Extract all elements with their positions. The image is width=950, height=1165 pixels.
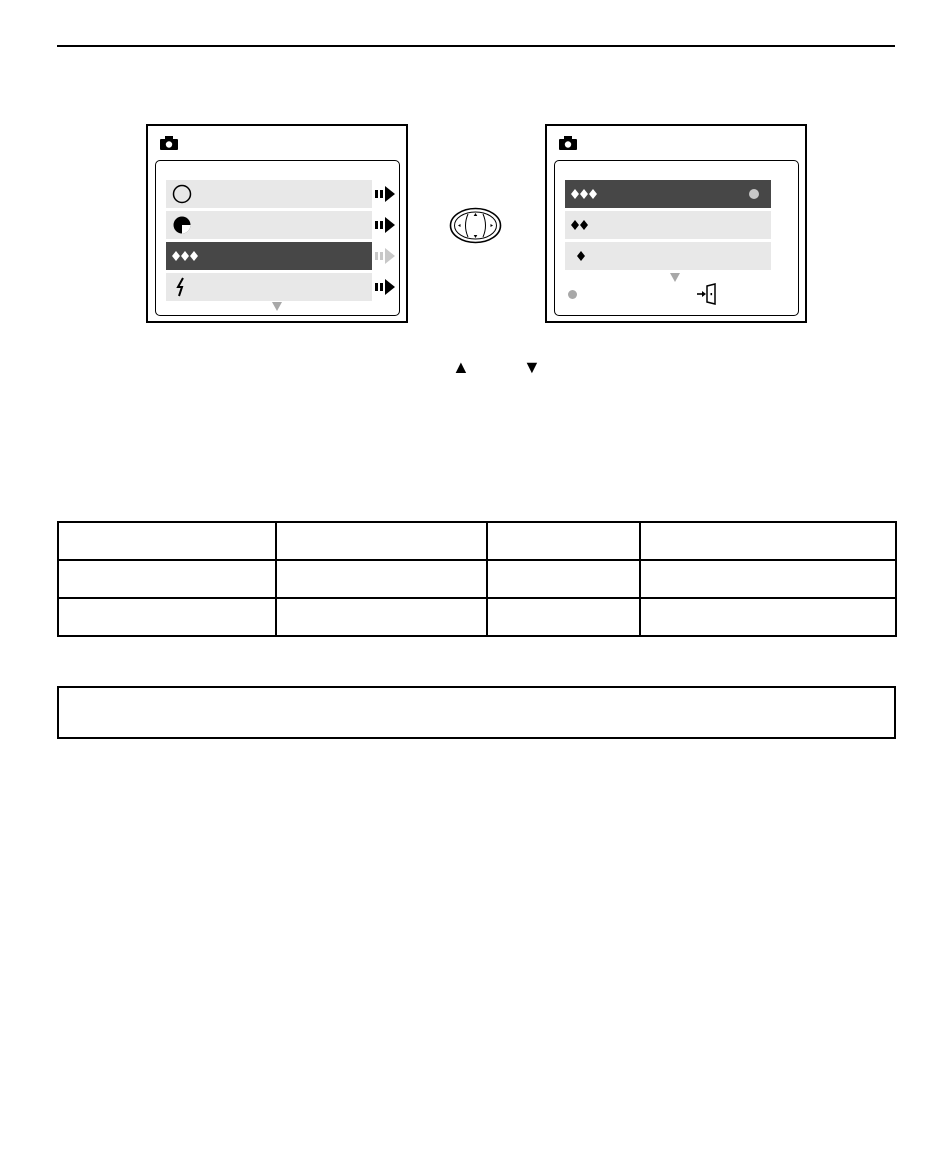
menu-item-white-balance[interactable]	[166, 180, 372, 208]
more-items-down-indicator	[670, 273, 680, 282]
table-cell	[58, 522, 276, 560]
triple-diamond-icon	[571, 189, 599, 199]
more-items-down-indicator	[272, 302, 282, 311]
table-cell	[276, 522, 487, 560]
menu-item-quality[interactable]	[166, 242, 372, 270]
submenu-arrow-icon[interactable]	[374, 279, 396, 295]
table-cell	[640, 560, 896, 598]
table-row	[58, 522, 896, 560]
lcd-capture-menu	[146, 124, 408, 323]
exit-door-icon[interactable]	[696, 283, 718, 305]
option-best-quality[interactable]	[565, 180, 771, 208]
camera-icon	[159, 135, 179, 151]
lcd-quality-submenu	[545, 124, 807, 323]
submenu-panel	[554, 160, 799, 316]
submenu-arrow-icon[interactable]	[374, 186, 396, 202]
double-diamond-icon	[571, 220, 590, 230]
table-cell	[487, 560, 640, 598]
settings-table	[57, 521, 897, 637]
half-circle-icon	[172, 215, 192, 235]
table-cell	[58, 598, 276, 636]
note-box	[57, 686, 896, 739]
flash-icon	[174, 277, 188, 297]
table-cell	[58, 560, 276, 598]
top-rule	[57, 45, 895, 47]
triple-diamond-icon	[172, 251, 200, 261]
menu-panel	[155, 160, 400, 316]
selected-dot-icon	[749, 189, 759, 199]
down-triangle-icon: ▼	[523, 357, 541, 377]
menu-item-flash[interactable]	[166, 273, 372, 301]
selected-dot-icon	[568, 290, 577, 299]
menu-item-exposure[interactable]	[166, 211, 372, 239]
circle-outline-icon	[172, 184, 192, 204]
table-cell	[640, 522, 896, 560]
table-cell	[640, 598, 896, 636]
option-better-quality[interactable]	[565, 211, 771, 239]
up-triangle-icon: ▲	[452, 357, 470, 377]
submenu-arrow-icon[interactable]	[374, 248, 396, 264]
table-cell	[487, 598, 640, 636]
table-cell	[276, 598, 487, 636]
camera-icon	[558, 135, 578, 151]
table-cell	[487, 522, 640, 560]
table-cell	[276, 560, 487, 598]
table-row	[58, 560, 896, 598]
single-diamond-icon	[577, 251, 586, 261]
submenu-arrow-icon[interactable]	[374, 217, 396, 233]
option-good-quality[interactable]	[565, 242, 771, 270]
table-row	[58, 598, 896, 636]
four-way-dpad-icon	[449, 207, 502, 244]
